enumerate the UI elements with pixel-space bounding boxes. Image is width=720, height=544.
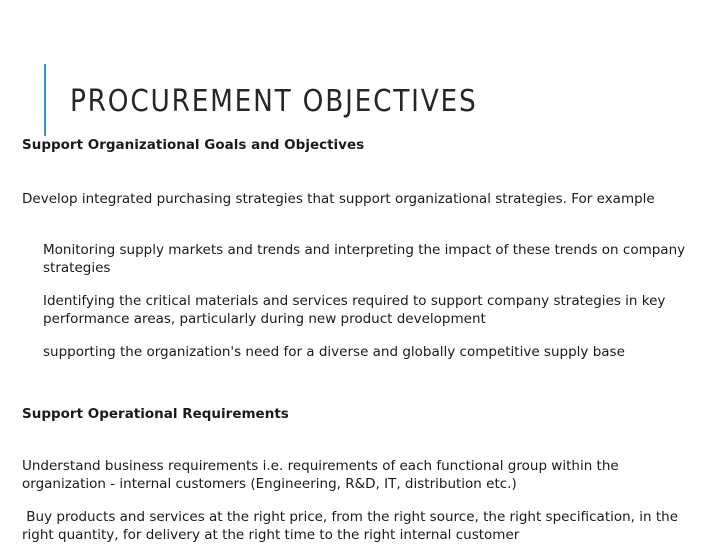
operational-paragraph-buy: Buy products and services at the right price, from the right source, the right specification, in the right quantity, for delivery at the right time to the right internal customer xyxy=(22,509,683,543)
goals-bullet-monitoring: Monitoring supply markets and trends and interpreting the impact of these trends on company strategies xyxy=(43,242,686,276)
goals-bullet-supply-base: supporting the organization's need for a diverse and globally competitive supply base xyxy=(43,344,625,360)
goals-bullet-identifying: Identifying the critical materials and services required to support company strategies in key performance areas, particularly during new product development xyxy=(43,293,666,327)
slide-title: PROCUREMENT OBJECTIVES xyxy=(70,84,478,119)
goals-intro-text: Develop integrated purchasing strategies that support organizational strategies. For example xyxy=(22,191,655,207)
title-accent-bar xyxy=(44,64,46,136)
section-heading-goals: Support Organizational Goals and Objectives xyxy=(22,137,365,153)
section-heading-operational: Support Operational Requirements xyxy=(22,406,289,422)
operational-paragraph-requirements: Understand business requirements i.e. requirements of each functional group within the organization - internal customers (Engineering, R&D, IT, distribution etc.) xyxy=(22,458,619,492)
